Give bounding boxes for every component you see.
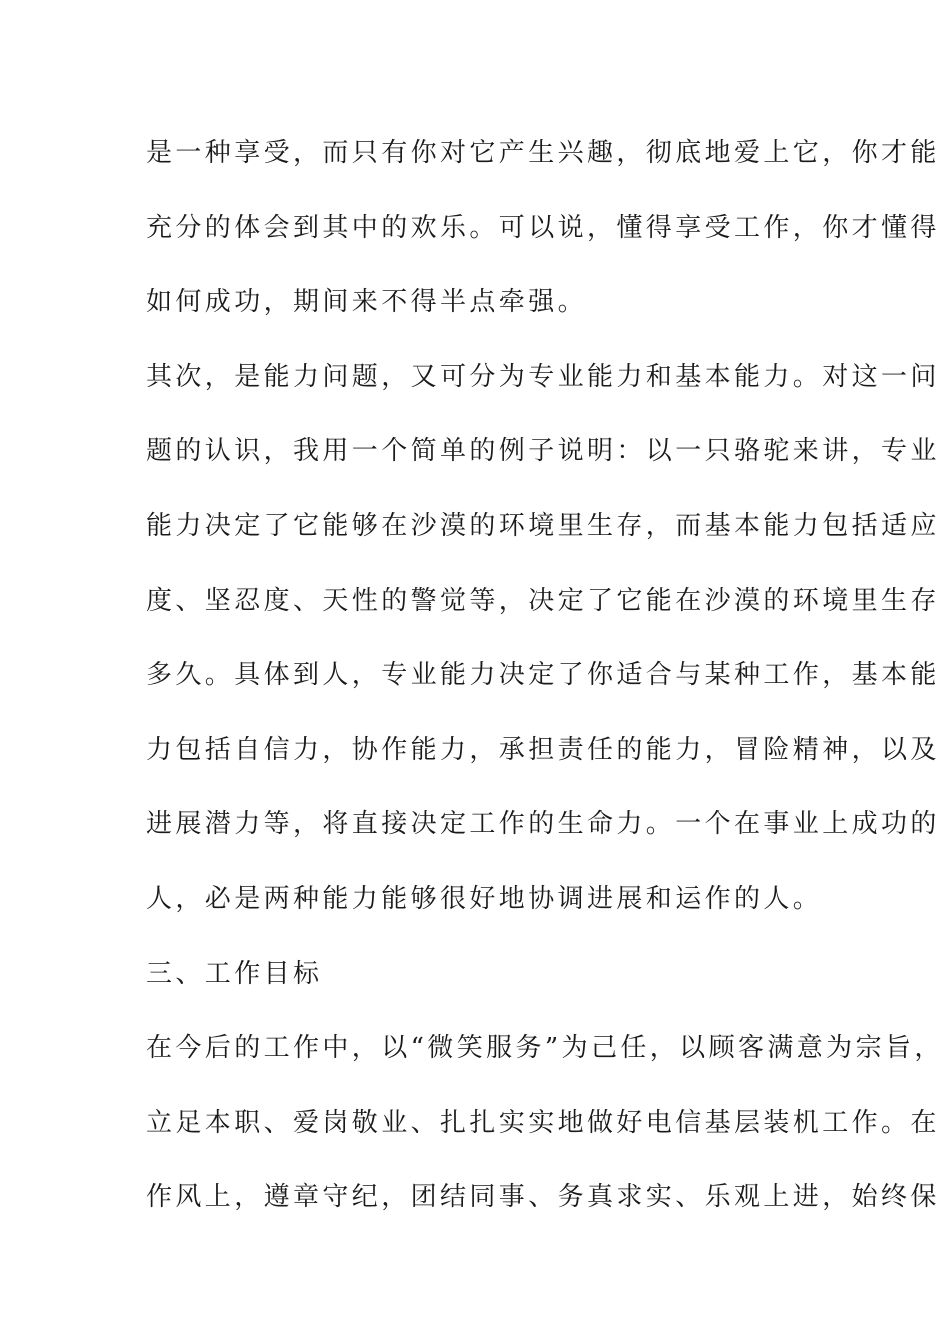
text-line: 度、坚忍度、天性的警觉等，决定了它能在沙漠的环境里生存 (146, 585, 940, 616)
text-line: 多久。具体到人，专业能力决定了你适合与某种工作，基本能 (146, 660, 940, 691)
document-page (146, 128, 944, 1247)
text-line: 在今后的工作中，以“微笑服务”为己任，以顾客满意为宗旨， (146, 1033, 944, 1064)
text-line: 作风上，遵章守纪，团结同事、务真求实、乐观上进，始终保 (146, 1182, 940, 1213)
text-line: 其次，是能力问题，又可分为专业能力和基本能力。对这一问 (146, 361, 940, 392)
text-line: 能力决定了它能够在沙漠的环境里生存，而基本能力包括适应 (146, 510, 940, 541)
section-heading: 三、工作目标 (146, 958, 323, 989)
text-line: 进展潜力等，将直接决定工作的生命力。一个在事业上成功的 (146, 809, 940, 840)
text-line: 题的认识，我用一个简单的例子说明：以一只骆驼来讲，专业 (146, 436, 940, 467)
text-line: 如何成功，期间来不得半点牵强。 (146, 287, 588, 318)
text-line: 充分的体会到其中的欢乐。可以说，懂得享受工作，你才懂得 (146, 212, 940, 243)
text-line: 人，必是两种能力能够很好地协调进展和运作的人。 (146, 883, 823, 914)
text-line: 力包括自信力，协作能力，承担责任的能力，冒险精神，以及 (146, 734, 940, 765)
text-line: 是一种享受，而只有你对它产生兴趣，彻底地爱上它，你才能 (146, 138, 940, 168)
text-line: 立足本职、爱岗敬业、扎扎实实地做好电信基层装机工作。在 (146, 1107, 940, 1138)
